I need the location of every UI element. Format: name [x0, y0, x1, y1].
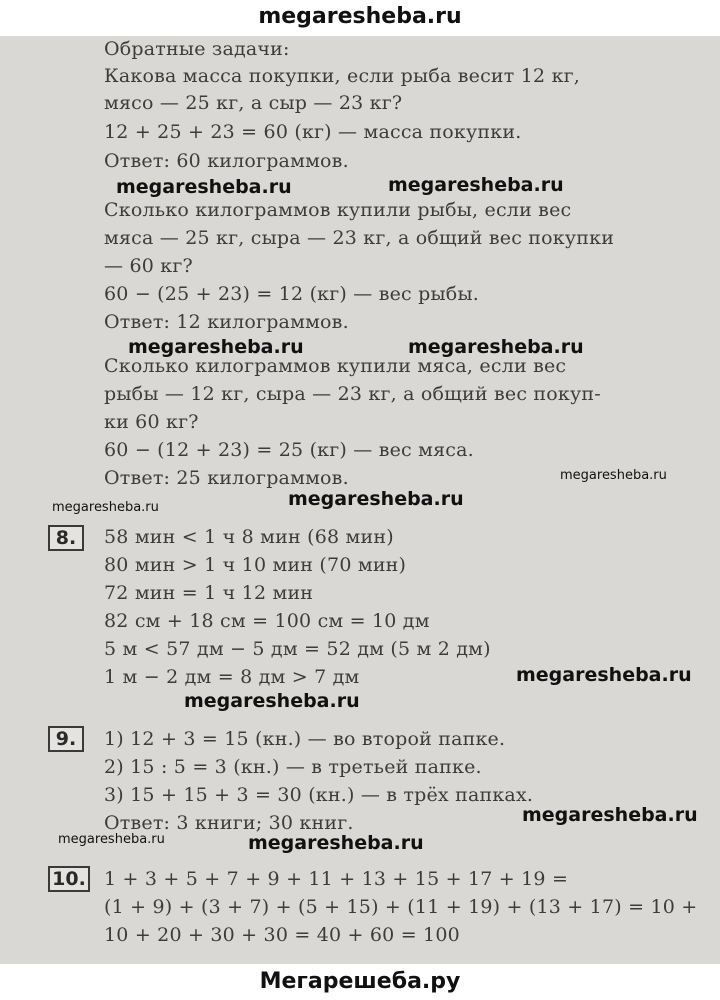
- watermark: megaresheba.ru: [58, 832, 165, 847]
- inverse-p3-line: рыбы — 12 кг, сыра — 23 кг, а общий вес покуп-: [104, 383, 601, 405]
- task-8-line: 5 м < 57 дм − 5 дм = 52 дм (5 м 2 дм): [104, 638, 491, 660]
- task-10-line: 1 + 3 + 5 + 7 + 9 + 11 + 13 + 15 + 17 + 19 =: [104, 868, 569, 890]
- task-9-line: 3) 15 + 15 + 3 = 30 (кн.) — в трёх папках.: [104, 784, 534, 806]
- watermark: megaresheba.ru: [522, 804, 698, 826]
- task-10-line: (1 + 9) + (3 + 7) + (5 + 15) + (11 + 19) + (13 + 17) = 10 +: [104, 896, 698, 918]
- inverse-p1-line: мясо — 25 кг, а сыр — 23 кг?: [104, 92, 403, 114]
- task-8-line: 80 мин > 1 ч 10 мин (70 мин): [104, 554, 407, 576]
- inverse-p2-line: мяса — 25 кг, сыра — 23 кг, а общий вес покупки: [104, 227, 615, 249]
- site-header-title: megaresheba.ru: [258, 4, 462, 29]
- watermark: megaresheba.ru: [116, 176, 292, 198]
- task-9-line: 2) 15 : 5 = 3 (кн.) — в третьей папке.: [104, 756, 482, 778]
- task-9-line: Ответ: 3 книги; 30 книг.: [104, 812, 354, 834]
- watermark: megaresheba.ru: [248, 832, 424, 854]
- watermark: megaresheba.ru: [560, 468, 667, 483]
- inverse-p2-line: Сколько килограммов купили рыбы, если вес: [104, 199, 572, 221]
- inverse-p1-line: Ответ: 60 килограммов.: [104, 150, 349, 172]
- inverse-p3-line: ки 60 кг?: [104, 411, 199, 433]
- task-8-line: 58 мин < 1 ч 8 мин (68 мин): [104, 526, 394, 548]
- watermark: megaresheba.ru: [52, 500, 159, 515]
- inverse-p2-line: — 60 кг?: [104, 255, 193, 277]
- task-9-number: 9.: [48, 726, 84, 752]
- scanned-page: [0, 36, 720, 964]
- inverse-p3-line: 60 − (12 + 23) = 25 (кг) — вес мяса.: [104, 439, 474, 461]
- inverse-p2-line: 60 − (25 + 23) = 12 (кг) — вес рыбы.: [104, 283, 480, 305]
- task-10-line: 10 + 20 + 30 + 30 = 40 + 60 = 100: [104, 924, 460, 946]
- inverse-p3-line: Сколько килограммов купили мяса, если вес: [104, 355, 567, 377]
- watermark: megaresheba.ru: [516, 664, 692, 686]
- site-header: [0, 0, 720, 36]
- task-8-number: 8.: [48, 525, 84, 551]
- task-9-line: 1) 12 + 3 = 15 (кн.) — во второй папке.: [104, 728, 506, 750]
- watermark: megaresheba.ru: [184, 690, 360, 712]
- task-8-line: 82 см + 18 см = 100 см = 10 дм: [104, 610, 430, 632]
- task-8-line: 72 мин = 1 ч 12 мин: [104, 582, 314, 604]
- inverse-p1-line: Какова масса покупки, если рыба весит 12 кг,: [104, 65, 581, 87]
- inverse-p1-line: 12 + 25 + 23 = 60 (кг) — масса покупки.: [104, 121, 522, 143]
- site-footer: [0, 964, 720, 1000]
- task-10-number: 10.: [48, 866, 90, 892]
- site-footer-title: Мегарешеба.ру: [259, 969, 461, 994]
- task-8-line: 1 м − 2 дм = 8 дм > 7 дм: [104, 666, 360, 688]
- inverse-p2-line: Ответ: 12 килограммов.: [104, 311, 349, 333]
- watermark: megaresheba.ru: [388, 174, 564, 196]
- inverse-p3-line: Ответ: 25 килограммов.: [104, 467, 349, 489]
- watermark: megaresheba.ru: [128, 336, 304, 358]
- inverse-title: Обратные задачи:: [104, 38, 290, 60]
- watermark: megaresheba.ru: [408, 336, 584, 358]
- watermark: megaresheba.ru: [288, 488, 464, 510]
